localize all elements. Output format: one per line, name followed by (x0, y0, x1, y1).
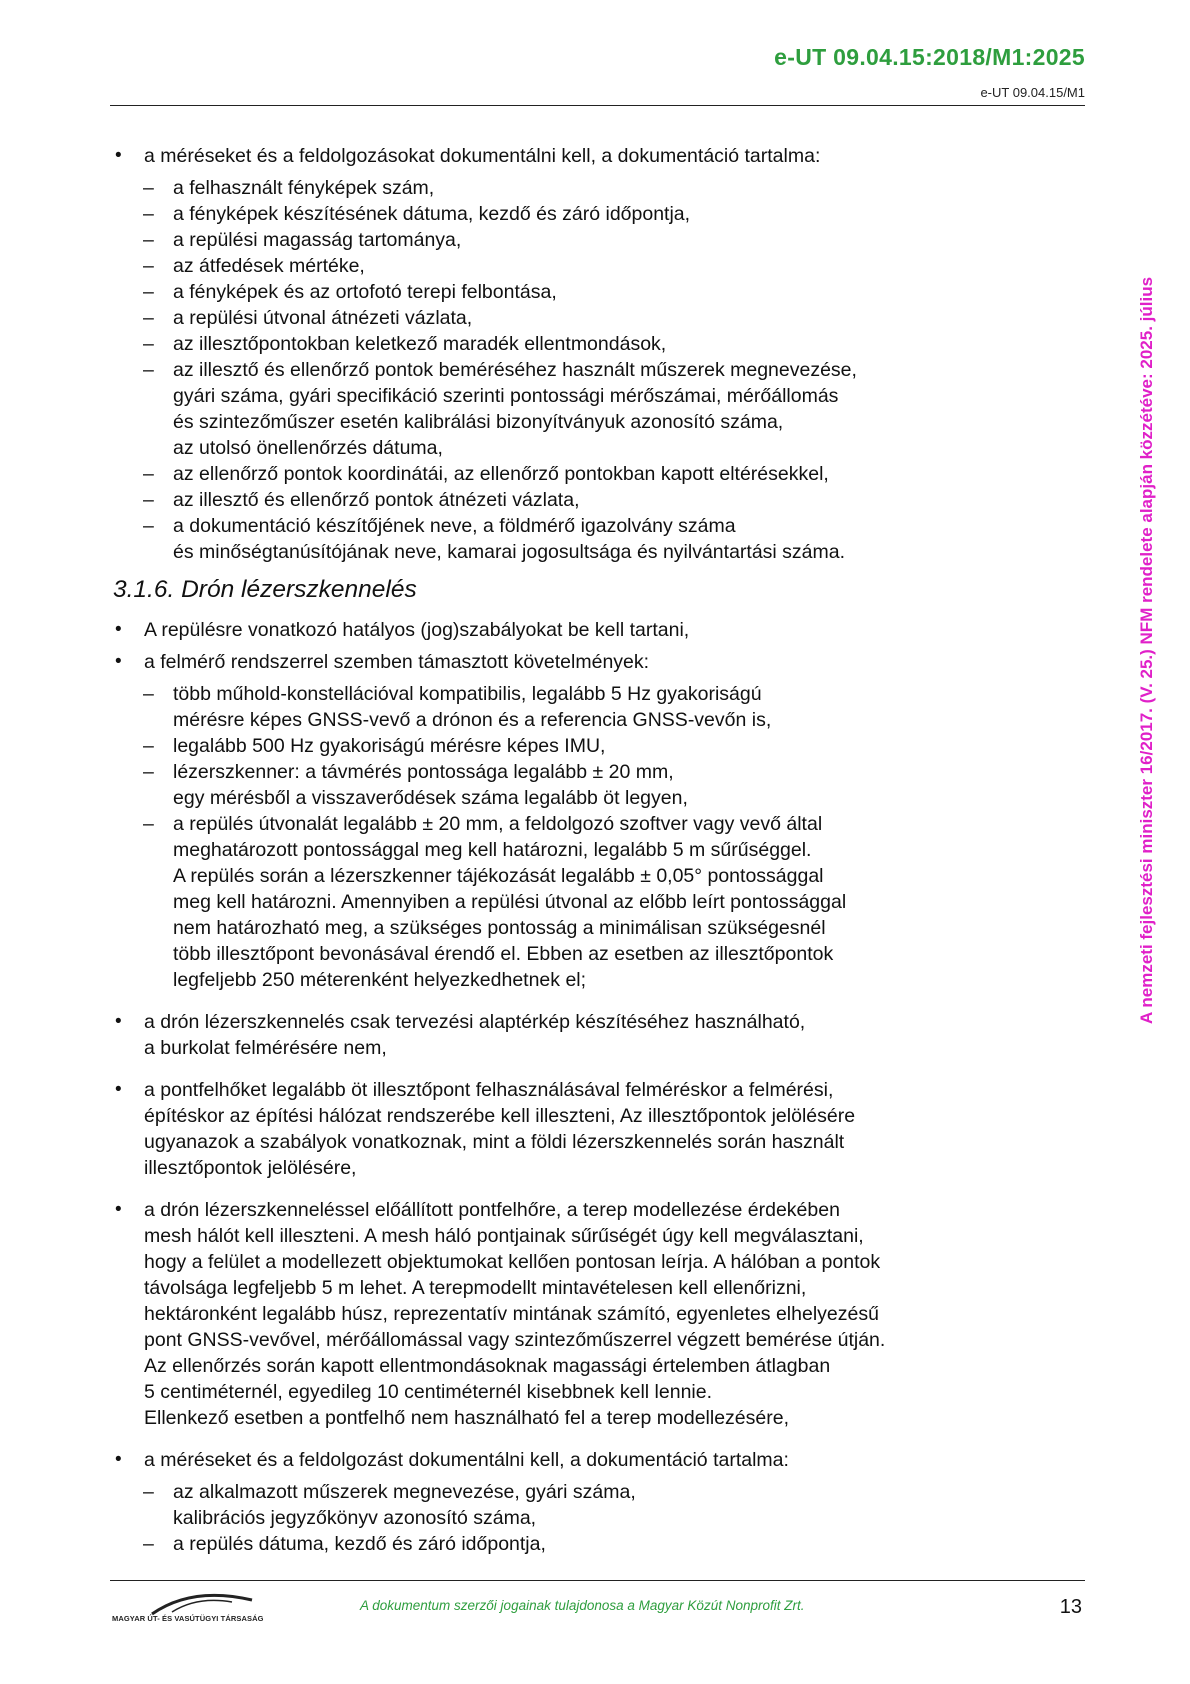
text-line: legfeljebb 250 méterenként helyezkedhetnek el; (173, 969, 587, 991)
text-line: lézerszkenner: a távmérés pontossága legalább ± 20 mm, (173, 761, 674, 783)
list-item (113, 305, 993, 331)
bullet-mesh (113, 1197, 993, 1431)
footer-divider (110, 1580, 1085, 1581)
list-item (113, 811, 993, 993)
list-item (113, 279, 993, 305)
list-item (113, 253, 993, 279)
text-line: és minőségtanúsítójának neve, kamarai jogosultsága és nyilvántartási száma. (173, 541, 846, 563)
list-item (113, 461, 993, 487)
text-line: az illesztőpontokban keletkező maradék ellentmondások, (173, 333, 667, 355)
text-line: az alkalmazott műszerek megnevezése, gyári száma, (173, 1481, 636, 1503)
text-line: egy mérésből a visszaverődések száma legalább öt legyen, (173, 787, 688, 809)
text-line: a repülési útvonal átnézeti vázlata, (173, 307, 473, 329)
list-item (113, 357, 993, 461)
text-line: a burkolat felmérésére nem, (144, 1037, 387, 1059)
text-line: építéskor az építési hálózat rendszerébe kell illeszteni, Az illesztőpontok jelölésére (144, 1105, 856, 1127)
text-line: a pontfelhőket legalább öt illesztőpont felhasználásával felméréskor a felmérési, (144, 1079, 834, 1101)
list-item (113, 733, 993, 759)
bullet-pointcloud-fit (113, 1077, 993, 1181)
dash-list-requirements (113, 681, 993, 993)
text-line: a repülés útvonalát legalább ± 20 mm, a feldolgozó szoftver vagy vevő által (173, 813, 823, 835)
society-logo (112, 1590, 272, 1630)
list-item (113, 227, 993, 253)
text-line: több műhold-konstellációval kompatibilis, legalább 5 Hz gyakoriságú (173, 683, 762, 705)
text-line: 5 centiméternél, egyedileg 10 centiméternél kisebbnek kell lennie. (144, 1381, 713, 1403)
text-line: gyári száma, gyári specifikáció szerinti pontossági mérőszámai, mérőállomás (173, 385, 839, 407)
text-line: hektáronként legalább húsz, reprezentatív mintának számító, egyenletes elhelyezésű (144, 1303, 879, 1325)
section-heading: 3.1.6. Drón lézerszkennelés (113, 576, 417, 603)
list-item (113, 487, 993, 513)
dash-list-photo-documentation (113, 175, 993, 565)
text-line: mesh hálót kell illeszteni. A mesh háló pontjainak sűrűségét úgy kell megválasztani, (144, 1225, 864, 1247)
document-code-small: e-UT 09.04.15/M1 (980, 85, 1085, 100)
text-line: a dokumentáció készítőjének neve, a földmérő igazolvány száma (173, 515, 736, 537)
text-line: távolsága legfeljebb 5 m lehet. A terepmodellt mintavételesen kell ellenőrizni, (144, 1277, 807, 1299)
text-line: hogy a felület a modellezett objektumokat kellően pontosan leírja. A hálóban a pontok (144, 1251, 881, 1273)
bullet-usage (113, 1009, 993, 1061)
list-item (113, 1479, 993, 1531)
text-line: az illesztő és ellenőrző pontok beméréséhez használt műszerek megnevezése, (173, 359, 857, 381)
society-logo-text: MAGYAR ÚT- ÉS VASÚTÜGYI TÁRSASÁG (112, 1614, 264, 1623)
text-line: nem határozható meg, a szükséges pontosság a minimálisan szükségesnél (173, 917, 826, 939)
copyright-note: A dokumentum szerzői jogainak tulajdonosa a Magyar Közút Nonprofit Zrt. (360, 1598, 805, 1613)
text-line: az ellenőrző pontok koordinátái, az ellenőrző pontokban kapott eltérésekkel, (173, 463, 829, 485)
list-item (113, 513, 993, 565)
text-line: a fényképek készítésének dátuma, kezdő és záró időpontja, (173, 203, 691, 225)
text-line: több illesztőpont bevonásával érendő el. Ebben az esetben az illesztőpontok (173, 943, 834, 965)
text-line: az utolsó önellenőrzés dátuma, (173, 437, 443, 459)
side-note-container (1134, 160, 1160, 1050)
bullet-regulations: • A repülésre vonatkozó hatályos (jog)szabályokat be kell tartani, (113, 617, 993, 643)
page-number: 13 (1059, 1596, 1082, 1618)
text-line: a fényképek és az ortofotó terepi felbontása, (173, 281, 557, 303)
text-line: ugyanazok a szabályok vonatkoznak, mint a földi lézerszkennelés során használt (144, 1131, 845, 1153)
list-item (113, 175, 993, 201)
text-line: Az ellenőrzés során kapott ellentmondásoknak magassági értelemben átlagban (144, 1355, 831, 1377)
bullet-requirements: • a felmérő rendszerrel szemben támasztott követelmények: (113, 649, 993, 675)
side-publication-note: A nemzeti fejlesztési miniszter 16/2017. (V. 25.) NFM rendelete alapján közzétéve: 2025. július (1137, 276, 1156, 1024)
text-line: meg kell határozni. Amennyiben a repülési útvonal az előbb leírt pontossággal (173, 891, 847, 913)
list-item (113, 331, 993, 357)
bullet-documentation-drone: • a méréseket és a feldolgozást dokumentálni kell, a dokumentáció tartalma: (113, 1447, 993, 1473)
text-line: pont GNSS-vevővel, mérőállomással vagy szintezőműszerrel végzett bemérése útján. (144, 1329, 886, 1351)
bullet-documentation-photo: • a méréseket és a feldolgozásokat dokumentálni kell, a dokumentáció tartalma: (113, 143, 993, 169)
page-content (113, 143, 993, 1563)
text-line: a felhasznált fényképek szám, (173, 177, 435, 199)
text-line: és szintezőműszer esetén kalibrálási bizonyítványuk azonosító száma, (173, 411, 784, 433)
text-line: az átfedések mértéke, (173, 255, 365, 277)
header-divider (110, 105, 1085, 106)
text-line: Ellenkező esetben a pontfelhő nem használható fel a terep modellezésére, (144, 1407, 790, 1429)
dash-list-drone-documentation (113, 1479, 993, 1557)
text-line: legalább 500 Hz gyakoriságú mérésre képes IMU, (173, 735, 606, 757)
text-line: kalibrációs jegyzőkönyv azonosító száma, (173, 1507, 537, 1529)
road-arc-icon (112, 1590, 272, 1616)
text-line: A repülés során a lézerszkenner tájékozását legalább ± 0,05° pontossággal (173, 865, 824, 887)
text-line: a repülési magasság tartománya, (173, 229, 462, 251)
text-line: a drón lézerszkennelés csak tervezési alaptérkép készítéséhez használható, (144, 1011, 806, 1033)
list-item (113, 1531, 993, 1557)
text-line: illesztőpontok jelölésére, (144, 1157, 357, 1179)
text-line: meghatározott pontossággal meg kell határozni, legalább 5 m sűrűséggel. (173, 839, 812, 861)
list-item (113, 681, 993, 733)
text-line: a drón lézerszkenneléssel előállított pontfelhőre, a terep modellezése érdekében (144, 1199, 840, 1221)
document-code: e-UT 09.04.15:2018/M1:2025 (774, 44, 1085, 70)
text-line: mérésre képes GNSS-vevő a drónon és a referencia GNSS-vevőn is, (173, 709, 772, 731)
list-item (113, 759, 993, 811)
text-line: az illesztő és ellenőrző pontok átnézeti vázlata, (173, 489, 580, 511)
text-line: a repülés dátuma, kezdő és záró időpontja, (173, 1533, 546, 1555)
list-item (113, 201, 993, 227)
